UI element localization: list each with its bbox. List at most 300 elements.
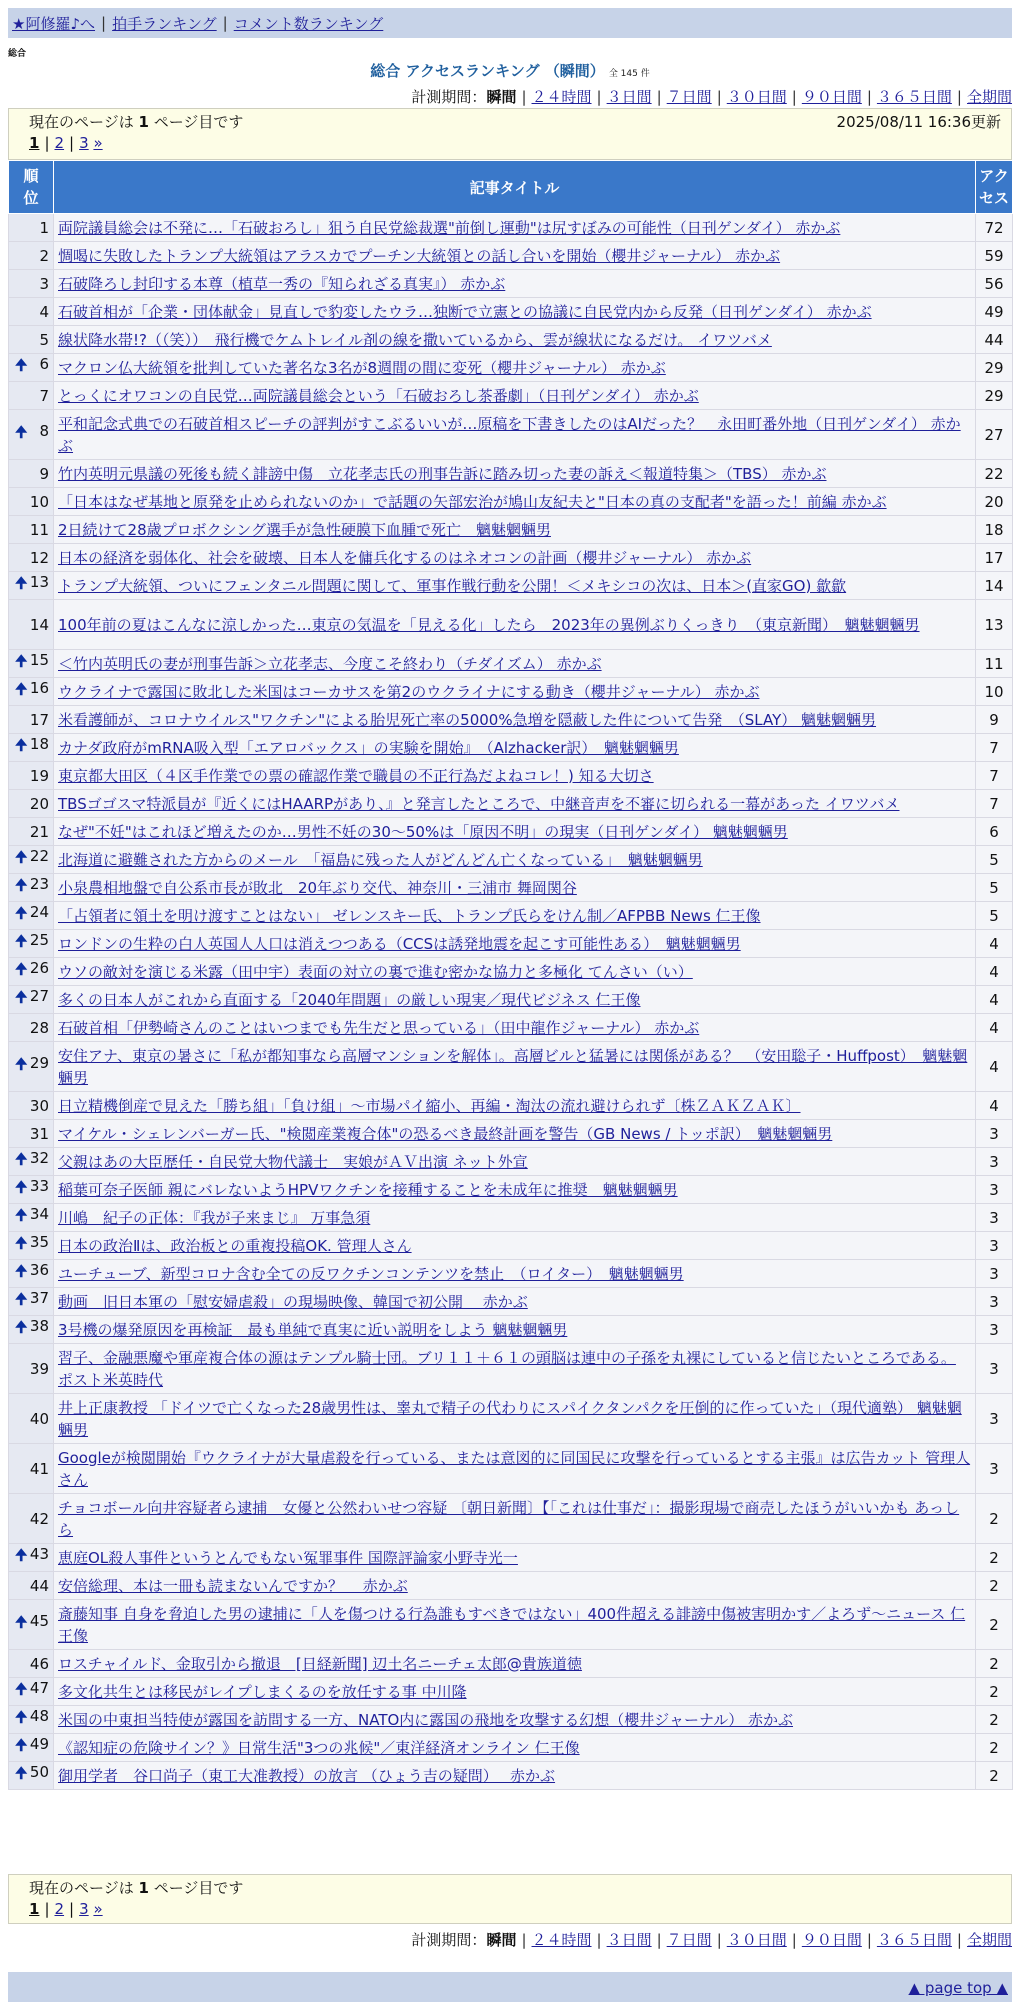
article-title-link[interactable]: チョコボール向井容疑者ら逮捕 女優と公然わいせつ容疑 〔朝日新聞〕【「これは仕事だ」：撮影現場で商売したほうがいいかも あっしら (58, 1498, 960, 1539)
ranking-table (8, 160, 1013, 1790)
title-cell (54, 1706, 976, 1734)
article-title-link[interactable]: 恵庭OL殺人事件というとんでもない冤罪事件 国際評論家小野寺光一 (58, 1548, 518, 1567)
title-cell (54, 734, 976, 762)
comment-ranking-link[interactable]: コメント数ランキング (233, 14, 384, 33)
period-link[interactable]: ７日間 (666, 1931, 712, 1949)
rank-cell (9, 214, 54, 242)
title-cell (54, 270, 976, 298)
rank-number: 12 (29, 548, 49, 567)
title-cell (54, 326, 976, 354)
period-link[interactable]: ３６５日間 (876, 88, 952, 106)
rank-cell (9, 958, 54, 986)
period-separator: | (521, 1931, 527, 1949)
article-title-link[interactable]: ユーチューブ、新型コロナ含む全ての反ワクチンコンテンツを禁止 （ロイター） 魑魅魍魎男 (58, 1264, 684, 1283)
rank-number: 37 (29, 1289, 49, 1307)
rank-cell (9, 1600, 54, 1650)
title-cell (54, 1148, 976, 1176)
period-link[interactable]: ７日間 (666, 88, 712, 106)
rank-number: 8 (39, 422, 49, 440)
rank-up-arrow-icon: 🠉 (15, 1150, 28, 1168)
article-title-link[interactable]: 安住アナ、東京の暑さに「私が都知事なら高層マンションを解体」。高層ビルと猛暑には関係がある？ （安田聡子・Huffpost） 魑魅魍魎男 (58, 1046, 968, 1087)
rank-number: 19 (29, 766, 49, 785)
table-row (9, 460, 1013, 488)
rank-up-arrow-icon: 🠉 (15, 960, 28, 978)
rank-cell (9, 818, 54, 846)
rank-number: 20 (29, 794, 49, 813)
rank-cell (9, 382, 54, 410)
access-count: 7 (976, 762, 1013, 790)
pager-status (29, 111, 243, 132)
article-title-link[interactable]: 安倍総理、本は一冊も読まないんですか？ 赤かぶ (58, 1576, 408, 1595)
period-link[interactable]: ９０日間 (801, 1931, 862, 1949)
rank-cell (9, 488, 54, 516)
page-separator: | (69, 134, 75, 152)
article-title-link[interactable]: マイケル・シェレンバーガー氏、"検閲産業複合体"の恐るべき最終計画を警告（GB News / トッポ訳） 魑魅魍魎男 (58, 1124, 833, 1143)
article-title-link[interactable]: 米看護師が、コロナウイルス"ワクチン"による胎児死亡率の5000%急増を隠蔽した件について告発 （SLAY） 魑魅魍魎男 (58, 710, 877, 729)
table-row (9, 488, 1013, 516)
access-count: 3 (976, 1394, 1013, 1444)
pager-top (8, 108, 1012, 160)
access-count: 4 (976, 1042, 1013, 1092)
rank-up-arrow-icon: 🠉 (15, 1546, 28, 1564)
article-title-link[interactable]: 日立精機倒産で見えた「勝ち組」「負け組」～市場パイ縮小、再編・淘汰の流れ避けられず〔株ＺＡＫＺＡＫ〕 (58, 1096, 801, 1115)
rank-cell (9, 1344, 54, 1394)
period-separator: | (866, 88, 872, 106)
access-count: 10 (976, 678, 1013, 706)
page-next-link[interactable]: » (93, 1900, 103, 1918)
table-row (9, 1394, 1013, 1444)
rank-number: 47 (29, 1679, 49, 1697)
access-count: 3 (976, 1148, 1013, 1176)
rank-cell (9, 1120, 54, 1148)
period-separator: | (656, 1931, 662, 1949)
rank-up-arrow-icon: 🠉 (15, 1234, 28, 1252)
rank-up-arrow-icon: 🠉 (15, 932, 28, 950)
article-title-link[interactable]: 線状降水帯!?（（笑）） 飛行機でケムトレイル剤の線を撒いているから、雲が線状になるだけ。 イワツバメ (58, 330, 772, 349)
rank-number: 35 (29, 1233, 49, 1251)
table-row (9, 846, 1013, 874)
table-row (9, 1316, 1013, 1344)
rank-up-arrow-icon: 🠉 (15, 652, 28, 670)
rank-number: 36 (29, 1261, 49, 1279)
rank-number: 26 (29, 959, 49, 977)
table-row (9, 298, 1013, 326)
article-title-link[interactable]: ＜竹内英明氏の妻が刑事告訴＞立花孝志、今度こそ終わり（チダイズム） 赤かぶ (58, 654, 602, 673)
access-count: 5 (976, 902, 1013, 930)
rank-cell (9, 1544, 54, 1572)
period-link[interactable]: ３６５日間 (876, 1931, 952, 1949)
rank-cell (9, 1148, 54, 1176)
rank-number: 18 (29, 735, 49, 753)
article-title-link[interactable]: 「占領者に領土を明け渡すことはない」 ゼレンスキー氏、トランプ氏らをけん制／AFPBB News 仁王像 (58, 906, 761, 925)
rank-up-arrow-icon: 🠉 (15, 736, 28, 754)
article-title-link[interactable]: カナダ政府がmRNA吸入型「エアロバックス」の実験を開始』 （Alzhacker訳） 魑魅魍魎男 (58, 738, 679, 757)
title-cell (54, 1734, 976, 1762)
rank-up-arrow-icon: 🠉 (15, 1764, 28, 1782)
page-title (0, 60, 1020, 81)
access-count: 14 (976, 572, 1013, 600)
access-count: 2 (976, 1762, 1013, 1790)
access-count: 56 (976, 270, 1013, 298)
title-cell (54, 544, 976, 572)
article-title-link[interactable]: 父親はあの大臣歴任・自民党大物代議士 実娘がＡＶ出演 ネット外宣 (58, 1152, 528, 1171)
rank-cell (9, 902, 54, 930)
rank-cell (9, 326, 54, 354)
period-link[interactable]: 全期間 (966, 1931, 1012, 1949)
title-cell (54, 572, 976, 600)
period-link[interactable]: ３０日間 (726, 1931, 787, 1949)
title-cell (54, 1092, 976, 1120)
rank-cell (9, 1444, 54, 1494)
period-current: 瞬間 (486, 88, 517, 106)
period-link[interactable]: 全期間 (966, 88, 1012, 106)
title-cell (54, 516, 976, 544)
rank-cell (9, 1762, 54, 1790)
column-header-title: 記事タイトル (54, 161, 976, 214)
article-title-link[interactable]: 斎藤知事 自身を脅迫した男の逮捕に「人を傷つける行為誰もすべきではない」400件超える誹謗中傷被害明かす／よろず～ニュース 仁王像 (58, 1604, 966, 1645)
access-count: 4 (976, 1014, 1013, 1042)
article-title-link[interactable]: 100年前の夏はこんなに涼しかった…東京の気温を「見える化」したら 2023年の異例ぶりくっきり （東京新聞） 魑魅魍魎男 (58, 615, 920, 634)
table-row (9, 1572, 1013, 1600)
page-link[interactable]: 3 (79, 134, 89, 152)
pager-text-pre: 現在のページは (29, 1878, 134, 1897)
rank-cell (9, 874, 54, 902)
rank-number: 33 (29, 1177, 49, 1195)
article-title-link[interactable]: 惆喝に失敗したトランプ大統領はアラスカでプーチン大統領との話し合いを開始（櫻井ジャーナル） 赤かぶ (58, 246, 781, 265)
title-cell (54, 846, 976, 874)
article-title-link[interactable]: ウソの敵対を演じる米露（田中宇）表面の対立の裏で進む密かな協力と多極化 てんさい（い） (58, 962, 693, 981)
table-row (9, 902, 1013, 930)
article-title-link[interactable]: ウクライナで露国に敗北した米国はコーカサスを第2のウクライナにする動き（櫻井ジャーナル） 赤かぶ (58, 682, 760, 701)
rank-cell (9, 1092, 54, 1120)
period-separator: | (956, 1931, 962, 1949)
page-next-link[interactable]: » (93, 134, 103, 152)
title-cell (54, 214, 976, 242)
article-title-link[interactable]: 多文化共生とは移民がレイプしまくるのを放任する事 中川隆 (58, 1682, 467, 1701)
rank-number: 27 (29, 987, 49, 1005)
access-count: 3 (976, 1444, 1013, 1494)
rank-cell (9, 516, 54, 544)
title-cell (54, 1494, 976, 1544)
rank-number: 38 (29, 1317, 49, 1335)
page-current: 1 (29, 134, 40, 152)
table-row (9, 270, 1013, 298)
period-nav-bottom (411, 1929, 1012, 1950)
rank-cell (9, 242, 54, 270)
title-cell (54, 650, 976, 678)
page-top-link[interactable]: ▲ page top ▲ (908, 1979, 1008, 1997)
title-cell (54, 242, 976, 270)
page-separator: | (44, 1900, 50, 1918)
rank-up-arrow-icon: 🠉 (15, 1055, 28, 1073)
rank-cell (9, 1288, 54, 1316)
rank-cell (9, 762, 54, 790)
period-link[interactable]: ３日間 (606, 1931, 652, 1949)
rank-number: 2 (39, 246, 49, 265)
access-count: 5 (976, 846, 1013, 874)
article-title-link[interactable]: マクロン仏大統領を批判していた著名な3名が8週間の間に変死（櫻井ジャーナル） 赤かぶ (58, 358, 666, 377)
column-header-rank: 順位 (9, 161, 54, 214)
table-row (9, 1678, 1013, 1706)
title-cell (54, 1444, 976, 1494)
table-row (9, 1734, 1013, 1762)
rank-number: 44 (29, 1576, 49, 1595)
rank-number: 46 (29, 1654, 49, 1673)
pager-text-post: ページ目です (153, 1878, 244, 1897)
rank-cell (9, 1650, 54, 1678)
rank-number: 17 (29, 710, 49, 729)
rank-number: 3 (39, 274, 49, 293)
article-title-link[interactable]: ロスチャイルド、金取引から撤退 [日経新聞] 辺土名ニーチェ太郎@貴族道徳 (58, 1654, 582, 1673)
rank-cell (9, 790, 54, 818)
applause-ranking-link[interactable]: 拍手ランキング (112, 14, 217, 33)
pager-bottom (8, 1874, 1012, 1924)
rank-number: 45 (29, 1612, 49, 1630)
page-links (29, 1897, 1001, 1921)
title-cell (54, 706, 976, 734)
period-link[interactable]: ３０日間 (726, 88, 787, 106)
table-row (9, 790, 1013, 818)
rank-cell (9, 1494, 54, 1544)
rank-cell (9, 1014, 54, 1042)
rank-cell (9, 1394, 54, 1444)
page-link[interactable]: 3 (79, 1900, 89, 1918)
rank-up-arrow-icon: 🠉 (15, 876, 28, 894)
rank-number: 24 (29, 903, 49, 921)
access-count: 2 (976, 1572, 1013, 1600)
rank-up-arrow-icon: 🠉 (15, 423, 28, 441)
title-cell (54, 354, 976, 382)
title-cell (54, 1344, 976, 1394)
rank-up-arrow-icon: 🠉 (15, 1613, 28, 1631)
article-title-link[interactable]: 石破首相が「企業・団体献金」見直しで豹変したウラ…独断で立憲との協議に自民党内から反発（日刊ゲンダイ） 赤かぶ (58, 302, 872, 321)
page-link[interactable]: 2 (54, 1900, 65, 1918)
access-count: 2 (976, 1706, 1013, 1734)
period-separator: | (656, 88, 662, 106)
article-title-link[interactable]: トランプ大統領、ついにフェンタニル問題に関して、軍事作戦行動を公開！＜メキシコの次は、日本＞(直家GO) 歙歙 (58, 576, 847, 595)
access-count: 3 (976, 1316, 1013, 1344)
title-cell (54, 1014, 976, 1042)
rank-number: 1 (39, 218, 49, 237)
rank-cell (9, 1734, 54, 1762)
access-count: 3 (976, 1344, 1013, 1394)
access-count: 5 (976, 874, 1013, 902)
table-row (9, 1762, 1013, 1790)
article-title-link[interactable]: 3号機の爆発原因を再検証 最も単純で真実に近い説明をしよう 魑魅魍魎男 (58, 1320, 568, 1339)
rank-number: 7 (39, 386, 49, 405)
title-cell (54, 986, 976, 1014)
rank-number: 5 (39, 330, 49, 349)
period-link[interactable]: ３日間 (606, 88, 652, 106)
rank-cell (9, 930, 54, 958)
access-count: 7 (976, 790, 1013, 818)
period-link[interactable]: ９０日間 (801, 88, 862, 106)
table-row (9, 678, 1013, 706)
access-count: 2 (976, 1678, 1013, 1706)
access-count: 7 (976, 734, 1013, 762)
rank-cell (9, 1706, 54, 1734)
period-link[interactable]: ２４時間 (531, 88, 592, 106)
title-cell (54, 1042, 976, 1092)
rank-number: 14 (29, 615, 49, 634)
article-title-link[interactable]: 2日続けて28歳プロボクシング選手が急性硬膜下血腫で死亡 魑魅魍魎男 (58, 520, 551, 539)
rank-cell (9, 1176, 54, 1204)
rank-up-arrow-icon: 🠉 (15, 904, 28, 922)
article-title-link[interactable]: TBSゴゴスマ特派員が『近くにはHAARPがあり、』と発言したところで、中継音声を不審に切られる一幕があった イワツバメ (58, 794, 900, 813)
rank-number: 31 (29, 1124, 49, 1143)
article-title-link[interactable]: 日本の政治Ⅱは、政治板との重複投稿OK. 管理人さん (58, 1236, 412, 1255)
access-count: 9 (976, 706, 1013, 734)
article-title-link[interactable]: なぜ"不妊"はこれほど増えたのか…男性不妊の30～50%は「原因不明」の現実（日刊ゲンダイ） 魑魅魍魎男 (58, 822, 788, 841)
article-title-link[interactable]: 御用学者 谷口尚子（東工大准教授）の放言 （ひょう吉の疑問） 赤かぶ (58, 1766, 556, 1785)
access-count: 17 (976, 544, 1013, 572)
rank-cell (9, 678, 54, 706)
access-count: 3 (976, 1288, 1013, 1316)
title-cell (54, 1204, 976, 1232)
article-title-link[interactable]: 《認知症の危険サイン？》日常生活"3つの兆候"／東洋経済オンライン 仁王像 (58, 1738, 580, 1757)
page-separator: | (44, 134, 50, 152)
article-title-link[interactable]: 米国の中東担当特使が露国を訪問する一方、NATO内に露国の飛地を攻撃する幻想（櫻井ジャーナル） 赤かぶ (58, 1710, 794, 1729)
table-row (9, 1600, 1013, 1650)
title-cell (54, 1544, 976, 1572)
rank-number: 21 (29, 822, 49, 841)
table-row (9, 242, 1013, 270)
rank-number: 11 (29, 520, 49, 539)
access-count: 3 (976, 1232, 1013, 1260)
table-row (9, 986, 1013, 1014)
access-count: 20 (976, 488, 1013, 516)
rank-number: 29 (29, 1054, 49, 1072)
title-cell (54, 1260, 976, 1288)
period-link[interactable]: ２４時間 (531, 1931, 592, 1949)
article-title-link[interactable]: 小泉農相地盤で自公系市長が敗北 20年ぶり交代、神奈川・三浦市 舞岡関谷 (58, 878, 577, 897)
access-count: 3 (976, 1120, 1013, 1148)
access-count: 6 (976, 818, 1013, 846)
access-count: 29 (976, 382, 1013, 410)
title-cell (54, 902, 976, 930)
rank-up-arrow-icon: 🠉 (15, 848, 28, 866)
rank-number: 15 (29, 651, 49, 669)
rank-number: 42 (29, 1509, 49, 1528)
access-count: 3 (976, 1176, 1013, 1204)
article-title-link[interactable]: 両院議員総会は不発に…「石破おろし」狙う自民党総裁選"前倒し運動"は尻すぼみの可能性（日刊ゲンダイ） 赤かぶ (58, 218, 841, 237)
rank-up-arrow-icon: 🠉 (15, 680, 28, 698)
article-title-link[interactable]: 川嶋 紀子の正体：『我が子来まじ』 万事急須 (58, 1208, 371, 1227)
table-row (9, 706, 1013, 734)
title-cell (54, 874, 976, 902)
rank-cell (9, 544, 54, 572)
rank-up-arrow-icon: 🠉 (15, 356, 28, 374)
access-count: 11 (976, 650, 1013, 678)
title-cell (54, 488, 976, 516)
pager-status-row (29, 111, 1001, 131)
table-row (9, 1148, 1013, 1176)
article-title-link[interactable]: 石破降ろし封印する本尊（植草一秀の『知られざる真実』） 赤かぶ (58, 274, 506, 293)
article-title-link[interactable]: 動画 旧日本軍の「慰安婦虐殺」の現場映像、韓国で初公開 赤かぶ (58, 1292, 528, 1311)
rank-cell (9, 1572, 54, 1600)
rank-cell (9, 572, 54, 600)
article-title-link[interactable]: 平和記念式典での石破首相スピーチの評判がすこぶるいいが…原稿を下書きしたのはAIだった？ 永田町番外地（日刊ゲンダイ） 赤かぶ (58, 414, 961, 455)
article-title-link[interactable]: 習子、金融悪魔や軍産複合体の源はテンプル騎士団。ブリ１１＋６１の頭脳は連中の子孫を丸裸にしていると信じたいところである。 ポスト米英時代 (58, 1348, 956, 1389)
rank-number: 22 (29, 847, 49, 865)
title-cell (54, 1232, 976, 1260)
rank-number: 49 (29, 1735, 49, 1753)
title-cell (54, 298, 976, 326)
rank-cell (9, 410, 54, 460)
article-title-link[interactable]: 石破首相「伊勢崎さんのことはいつまでも先生だと思っている」（田中龍作ジャーナル） 赤かぶ (58, 1018, 700, 1037)
table-row (9, 1260, 1013, 1288)
table-row (9, 1444, 1013, 1494)
table-row (9, 600, 1013, 650)
page-link[interactable]: 2 (54, 134, 65, 152)
rank-cell (9, 1678, 54, 1706)
article-title-link[interactable]: 竹内英明元県議の死後も続く誹謗中傷 立花孝志氏の刑事告訴に踏み切った妻の訴え＜報道特集＞（TBS） 赤かぶ (58, 464, 827, 483)
access-count: 4 (976, 1092, 1013, 1120)
rank-cell (9, 600, 54, 650)
rank-number: 50 (29, 1763, 49, 1781)
title-cell (54, 1288, 976, 1316)
rank-cell (9, 706, 54, 734)
rank-up-arrow-icon: 🠉 (15, 1318, 28, 1336)
rank-number: 48 (29, 1707, 49, 1725)
pager-status (29, 1877, 243, 1898)
table-row (9, 958, 1013, 986)
rank-number: 4 (39, 302, 49, 321)
table-row (9, 650, 1013, 678)
article-title-link[interactable]: 「日本はなぜ基地と原発を止められないのか」で話題の矢部宏治が鳩山友紀夫と"日本の真の支配者"を語った！前編 赤かぶ (58, 492, 887, 511)
article-title-link[interactable]: 井上正康教授 「ドイツで亡くなった28歳男性は、睾丸で精子の代わりにスパイクタンパクを圧倒的に作っていた」（現代適塾） 魑魅魍魎男 (58, 1398, 962, 1439)
article-title-link[interactable]: 稲葉可奈子医師 親にバレないようHPVワクチンを接種することを未成年に推奨 魑魅魍魎男 (58, 1180, 678, 1199)
rank-up-arrow-icon: 🠉 (15, 1178, 28, 1196)
period-nav-top (411, 86, 1012, 107)
home-link[interactable]: ★阿修羅♪へ (12, 14, 96, 33)
rank-cell (9, 1316, 54, 1344)
table-row (9, 762, 1013, 790)
table-row (9, 1344, 1013, 1394)
table-row (9, 1494, 1013, 1544)
table-row (9, 1120, 1013, 1148)
access-count: 2 (976, 1544, 1013, 1572)
pager-text-post: ページ目です (153, 112, 244, 131)
pager-status-row (29, 1877, 1001, 1897)
ranking-title: 総合 アクセスランキング （瞬間） (370, 62, 605, 80)
access-count: 3 (976, 1204, 1013, 1232)
title-cell (54, 460, 976, 488)
rank-cell (9, 734, 54, 762)
article-title-link[interactable]: 日本の経済を弱体化、社会を破壊、日本人を傭兵化するのはネオコンの計画（櫻井ジャーナル） 赤かぶ (58, 548, 752, 567)
period-separator: | (866, 1931, 872, 1949)
nav-separator: | (222, 14, 228, 32)
title-cell (54, 790, 976, 818)
article-title-link[interactable]: とっくにオワコンの自民党…両院議員総会という「石破おろし茶番劇」（日刊ゲンダイ） 赤かぶ (58, 386, 699, 405)
article-title-link[interactable]: Googleが検閲開始『ウクライナが大量虐殺を行っている、または意図的に同国民に攻撃を行っているとする主張』は広告カット 管理人さん (58, 1448, 971, 1489)
table-row (9, 734, 1013, 762)
title-cell (54, 1572, 976, 1600)
table-row (9, 1014, 1013, 1042)
access-count: 4 (976, 930, 1013, 958)
access-count: 3 (976, 1260, 1013, 1288)
article-title-link[interactable]: 東京都大田区（４区手作業での票の確認作業で職員の不正行為だよねコレ！) 知る大切さ (58, 766, 654, 785)
table-row (9, 1288, 1013, 1316)
table-row (9, 516, 1013, 544)
article-title-link[interactable]: ロンドンの生粋の白人英国人人口は消えつつある（CCSは誘発地震を起こす可能性ある） 魑魅魍魎男 (58, 934, 741, 953)
title-cell (54, 1316, 976, 1344)
title-cell (54, 1176, 976, 1204)
article-title-link[interactable]: 多くの日本人がこれから直面する「2040年問題」の厳しい現実／現代ビジネス 仁王像 (58, 990, 641, 1009)
rank-number: 30 (29, 1096, 49, 1115)
page-separator: | (69, 1900, 75, 1918)
article-title-link[interactable]: 北海道に避難された方からのメール 「福島に残った人がどんどん亡くなっている」 魑魅魍魎男 (58, 850, 703, 869)
